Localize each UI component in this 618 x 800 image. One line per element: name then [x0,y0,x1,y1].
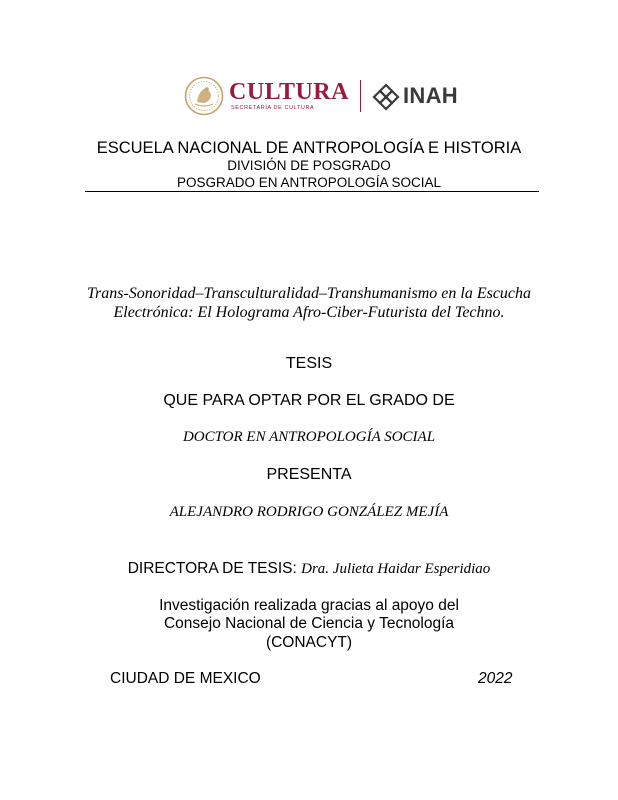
city: CIUDAD DE MEXICO [110,670,261,687]
cultura-subtitle: SECRETARÍA DE CULTURA [231,105,315,111]
year: 2022 [478,670,513,687]
thesis-title-line-2: Electrónica: El Holograma Afro-Ciber-Futurista del Techno. [113,304,505,321]
logo-divider [360,80,361,112]
inah-emblem-icon [371,82,401,112]
acknowledgement-line-2: Consejo Nacional de Ciencia y Tecnología [163,615,455,632]
division-name: DIVISIÓN DE POSGRADO [227,158,391,173]
director-name: Dra. Julieta Haidar Esperidiao [301,561,491,577]
acknowledgement-line-1: Investigación realizada gracias al apoyo del [159,597,459,614]
school-name: ESCUELA NACIONAL DE ANTROPOLOGÍA E HISTORIA [96,139,522,157]
cultura-wordmark: CULTURA [229,79,349,105]
thesis-title-line-1: Trans-Sonoridad–Transculturalidad–Transhumanismo en la Escucha [86,285,532,302]
inah-wordmark: INAH [403,83,458,108]
presents-label: PRESENTA [266,466,352,483]
director-label: DIRECTORA DE TESIS: [127,560,297,577]
program-name: POSGRADO EN ANTROPOLOGÍA SOCIAL [176,175,442,190]
header-divider [85,191,539,192]
director-line [0,560,618,578]
degree-purpose: QUE PARA OPTAR POR EL GRADO DE [163,392,455,409]
document-type: TESIS [285,355,333,372]
acknowledgement-line-3: (CONACYT) [265,634,353,651]
mexico-seal-icon [184,76,224,116]
degree-name: DOCTOR EN ANTROPOLOGÍA SOCIAL [182,429,436,445]
author-name: ALEJANDRO RODRIGO GONZÁLEZ MEJÍA [169,504,449,520]
logo-header [184,76,474,118]
